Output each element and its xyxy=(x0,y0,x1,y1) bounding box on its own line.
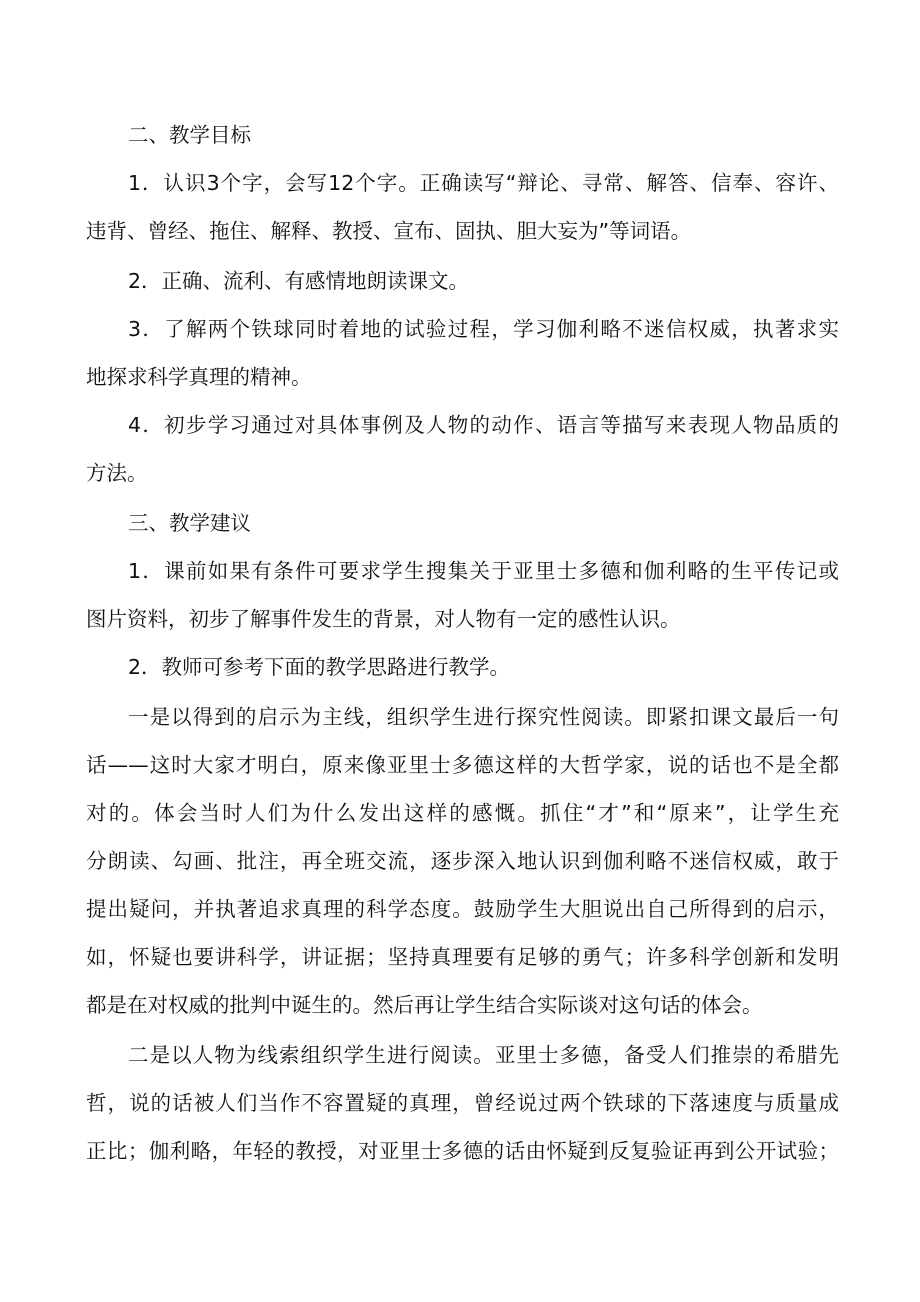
suggestion-1-line-2: 图片资料，初步了解事件发生的背景，对人物有一定的感性认识。 xyxy=(86,607,681,631)
approach-1-line-7: 都是在对权威的批判中诞生的。然后再让学生结合实际谈对这句话的体会。 xyxy=(86,993,763,1017)
approach-1-line-2: 话——这时大家才明白，原来像亚里士多德这样的大哲学家，说的话也不是全都 xyxy=(86,753,839,777)
approach-1-line-1: 一是以得到的启示为主线，组织学生进行探究性阅读。即紧扣课文最后一句 xyxy=(128,705,839,729)
objective-2: 2．正确、流利、有感情地朗读课文。 xyxy=(128,269,470,293)
section-heading-objectives: 二、教学目标 xyxy=(128,123,251,147)
section-heading-suggestions: 三、教学建议 xyxy=(128,511,251,535)
objective-4-line-2: 方法。 xyxy=(86,461,148,485)
approach-1-line-3: 对的。体会当时人们为什么发出这样的感慨。抓住“才”和“原来”，让学生充 xyxy=(86,801,839,825)
objective-1-line-1: 1．认识3个字，会写12个字。正确读写“辩论、寻常、解答、信奉、容许、 xyxy=(128,171,839,195)
approach-2-line-3: 正比；伽利略，年轻的教授，对亚里士多德的话由怀疑到反复验证再到公开试验； xyxy=(86,1139,839,1163)
approach-2-line-1: 二是以人物为线索组织学生进行阅读。亚里士多德，备受人们推崇的希腊先 xyxy=(128,1043,839,1067)
objective-1-line-2: 违背、曾经、拖住、解释、教授、宣布、固执、胆大妄为”等词语。 xyxy=(86,219,692,243)
approach-1-line-6: 如，怀疑也要讲科学，讲证据；坚持真理要有足够的勇气；许多科学创新和发明 xyxy=(86,945,839,969)
suggestion-1-line-1: 1．课前如果有条件可要求学生搜集关于亚里士多德和伽利略的生平传记或 xyxy=(128,559,839,583)
objective-4-line-1: 4．初步学习通过对具体事例及人物的动作、语言等描写来表现人物品质的 xyxy=(128,413,839,437)
objective-3-line-1: 3．了解两个铁球同时着地的试验过程，学习伽利略不迷信权威，执著求实 xyxy=(128,317,839,341)
suggestion-2: 2．教师可参考下面的教学思路进行教学。 xyxy=(128,655,511,679)
objective-3-line-2: 地探求科学真理的精神。 xyxy=(86,365,312,389)
approach-2-line-2: 哲，说的话被人们当作不容置疑的真理，曾经说过两个铁球的下落速度与质量成 xyxy=(86,1091,839,1115)
approach-1-line-4: 分朗读、勾画、批注，再全班交流，逐步深入地认识到伽利略不迷信权威，敢于 xyxy=(86,849,839,873)
approach-1-line-5: 提出疑问，并执著追求真理的科学态度。鼓励学生大胆说出自己所得到的启示， xyxy=(86,897,839,921)
